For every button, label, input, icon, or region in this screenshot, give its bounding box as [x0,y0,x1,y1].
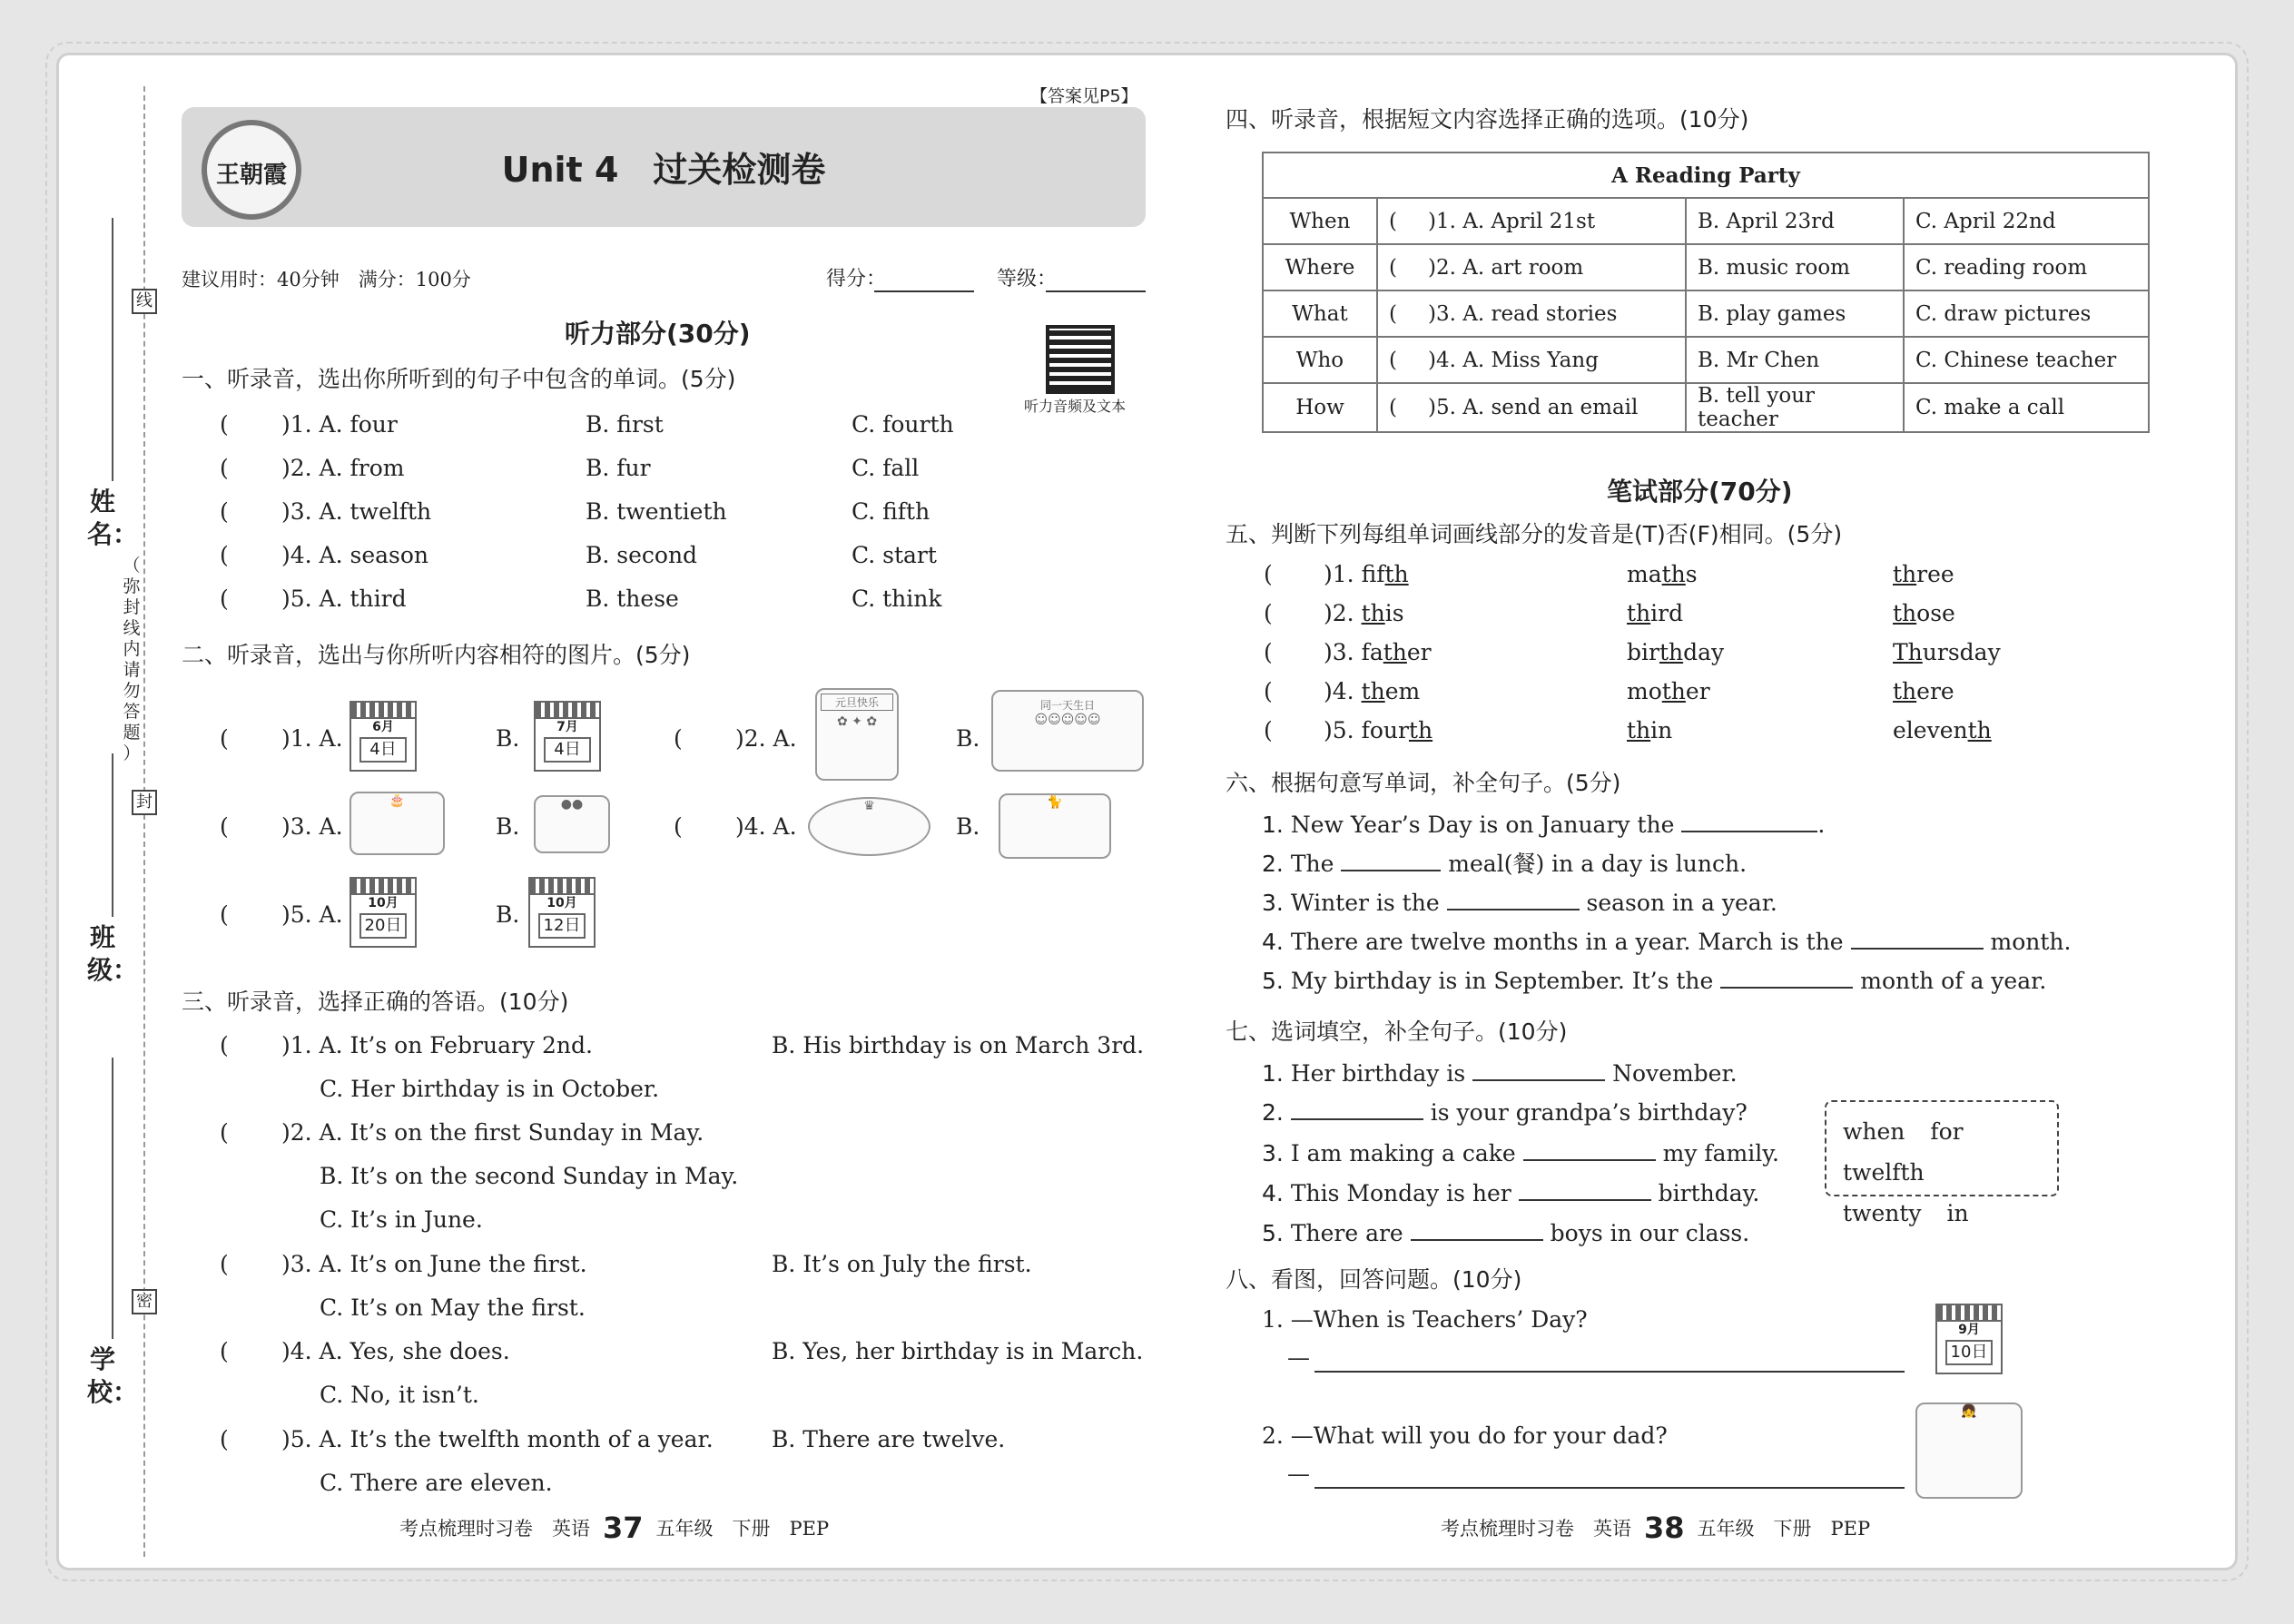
word-bank [1825,1100,2059,1226]
footer-series: 考点梳理时习卷 英语 [1441,1518,1631,1540]
name-label: 姓名： [87,487,139,549]
section-4-heading: 四、听录音，根据短文内容选择正确的选项。(10分) [1226,106,1749,133]
answer-dash: — [1287,1461,1310,1487]
q1-option-a: )1. A. It’s on February 2nd. [281,1032,593,1058]
row-option-a[interactable]: ( )3. A. read stories [1377,290,1686,337]
word-option: for [1930,1118,1964,1145]
sentence-4: 4. There are twelve months in a year. March is the month. [1262,926,2071,957]
animals-picture: 🐈 [999,793,1111,859]
option-c: C. fall [852,455,920,481]
row-option-c: C. draw pictures [1904,290,2149,337]
section-5-heading: 五、判断下列每组单词画线部分的发音是(T)否(F)相同。(5分) [1226,521,1843,547]
option-b: B. twentieth [586,498,727,525]
title-banner [182,107,1146,227]
grade-field[interactable] [1046,290,1146,292]
answer-paren[interactable]: ( [220,455,229,481]
section-1-heading: 一、听录音，选出你所听到的句子中包含的单词。(5分) [182,366,736,392]
sentence-4: 4. This Monday is her birthday. [1262,1177,1759,1208]
row-key: How [1263,383,1377,432]
blank-input[interactable] [1291,1097,1423,1120]
q1-option-b: B. His birthday is on March 3rd. [772,1032,1145,1058]
word-1: )4. them [1324,678,1421,704]
blank-input[interactable] [1341,848,1441,871]
blank-input[interactable] [1851,926,1984,950]
table-row [1263,383,2149,432]
answer-paren[interactable]: ( [674,725,683,752]
row-option-b: B. tell your teacher [1686,383,1904,432]
answer-paren[interactable]: ( [220,498,229,525]
item-3-b: B. [496,813,520,840]
option-a: )1. A. four [281,411,398,438]
q1-option-c: C. Her birthday is in October. [320,1076,660,1102]
reading-party-table [1262,152,2150,433]
blank-input[interactable] [1411,1217,1543,1241]
option-a: )5. A. third [281,586,407,612]
blank-input[interactable] [1720,965,1853,989]
q3-option-c: C. It’s on May the first. [320,1294,586,1321]
new-year-banner: 元旦快乐 [821,694,893,711]
answer-paren[interactable]: ( [220,542,229,568]
seal-note: （ 弥 封 线 内 请 勿 答 题 ） [123,556,141,763]
word-option: when [1843,1118,1905,1145]
word-2: birthday [1627,639,1725,665]
qr-code[interactable] [1046,325,1115,394]
row-option-a[interactable]: ( )5. A. send an email [1377,383,1686,432]
sentence-1: 1. New Year’s Day is on January the . [1262,809,1825,840]
section-7-heading: 七、选词填空，补全句子。(10分) [1226,1019,1568,1045]
page-number: 37 [603,1511,644,1545]
answer-dash: — [1287,1344,1310,1371]
word-3: there [1893,678,1954,704]
blank-input[interactable] [1519,1177,1651,1201]
table-row [1263,337,2149,383]
option-c: C. fifth [852,498,930,525]
section-3-heading: 三、听录音，选择正确的答语。(10分) [182,989,569,1015]
answer-paren[interactable]: ( [220,1251,229,1277]
answer-paren[interactable]: ( [1389,255,1397,280]
grade-label: 等级： [997,268,1058,290]
class-photo-picture: 同一天生日 ☺☺☺☺☺ [991,690,1144,772]
word-option: twelfth [1843,1159,1925,1186]
table-title: A Reading Party [1263,153,2149,198]
sentence-5: 5. My birthday is in September. It’s the month of a year. [1262,965,2046,996]
table-row [1263,290,2149,337]
cookies-picture: ●● [534,795,610,853]
answer-paren[interactable]: ( [220,586,229,612]
answer-line-1[interactable] [1314,1371,1905,1373]
item-5-b: B. [496,901,520,928]
word-1: )2. this [1324,600,1404,626]
q4-option-a: )4. A. Yes, she does. [281,1338,510,1364]
row-key: Who [1263,337,1377,383]
answer-paren[interactable]: ( [1389,209,1397,233]
row-option-b: B. play games [1686,290,1904,337]
q2-option-a: )2. A. It’s on the first Sunday in May. [281,1119,704,1146]
q3-option-a: )3. A. It’s on June the first. [281,1251,587,1277]
q4-option-c: C. No, it isn’t. [320,1382,479,1408]
page-title: Unit 4 过关检测卷 [501,150,826,190]
answer-paren[interactable]: ( [220,1119,229,1146]
answer-paren[interactable]: ( [1264,717,1273,743]
answer-paren[interactable]: ( [220,1338,229,1364]
footer-series: 考点梳理时习卷 英语 [399,1518,590,1540]
word-2: third [1627,600,1684,626]
row-key: When [1263,198,1377,244]
option-c: C. fourth [852,411,954,438]
word-2: maths [1627,561,1698,587]
item-4-a: )4. A. [735,813,797,840]
footer-left [399,1511,830,1545]
item-2-a: )2. A. [735,725,797,752]
answer-paren[interactable]: ( [1264,639,1273,665]
sentence-1: 1. Her birthday is November. [1262,1058,1738,1088]
calendar-icon: 6月 4日 [350,701,417,772]
row-option-a[interactable]: ( )1. A. April 21st [1377,198,1686,244]
table-row [1263,198,2149,244]
seal-feng: 封 [132,790,157,815]
item-1-b: B. [496,725,520,752]
sentence-3: 3. I am making a cake my family. [1262,1137,1779,1168]
word-3: eleventh [1893,717,1992,743]
option-a: )2. A. from [281,455,405,481]
answer-paren[interactable]: ( [220,725,229,752]
footer-grade: 五年级 下册 PEP [1697,1518,1871,1540]
answer-paren[interactable]: ( [220,901,229,928]
brand-logo [202,120,301,220]
word-option: twenty [1843,1200,1922,1226]
row-option-b: B. April 23rd [1686,198,1904,244]
answer-paren[interactable]: ( [220,1032,229,1058]
word-1: )1. fifth [1324,561,1409,587]
blank-input[interactable] [1447,887,1580,910]
class-label: 班级： [87,922,139,985]
blank-input[interactable] [1472,1058,1605,1081]
blank-input[interactable] [1681,809,1817,832]
item-1-a: )1. A. [281,725,343,752]
row-option-c: C. make a call [1904,383,2149,432]
sentence-3: 3. Winter is the season in a year. [1262,887,1777,918]
word-option: in [1946,1200,1969,1226]
row-option-b: B. Mr Chen [1686,337,1904,383]
answer-paren[interactable]: ( [220,813,229,840]
word-1: )3. father [1324,639,1432,665]
word-3: three [1893,561,1954,587]
page-number: 38 [1644,1511,1685,1545]
option-b: B. second [586,542,698,568]
option-a: )4. A. season [281,542,429,568]
name-field[interactable] [112,218,113,481]
class-field[interactable] [112,753,113,917]
time-info: 建议用时：40分钟 满分：100分 [182,269,471,290]
word-2: mother [1627,678,1710,704]
q3-option-b: B. It’s on July the first. [772,1251,1032,1277]
answer-paren[interactable]: ( [1389,348,1397,372]
calendar-icon: 10月 20日 [350,877,417,948]
question-2: 2. —What will you do for your dad? [1262,1422,1668,1449]
word-2: thin [1627,717,1673,743]
row-key: Where [1263,244,1377,290]
calendar-icon: 10月 12日 [528,877,596,948]
girl-drawing-picture: 👧 [1915,1403,2023,1499]
score-label: 得分： [826,268,887,290]
word-3: those [1893,600,1955,626]
q5-option-c: C. There are eleven. [320,1470,553,1496]
q2-option-b: B. It’s on the second Sunday in May. [320,1163,739,1189]
row-option-a[interactable]: ( )2. A. art room [1377,244,1686,290]
calendar-icon: 7月 4日 [534,701,601,772]
option-a: )3. A. twelfth [281,498,432,525]
q5-option-a: )5. A. It’s the twelfth month of a year. [281,1426,714,1452]
listening-title: 听力部分(30分) [565,319,751,349]
question-1: 1. —When is Teachers’ Day? [1262,1306,1588,1333]
class-photo-banner: 同一天生日 [1039,699,1095,712]
q5-option-b: B. There are twelve. [772,1426,1006,1452]
seal-xian: 线 [132,289,157,314]
row-option-b: B. music room [1686,244,1904,290]
item-5-a: )5. A. [281,901,343,928]
item-2-b: B. [956,725,980,752]
sentence-5: 5. There are boys in our class. [1262,1217,1749,1248]
option-b: B. first [586,411,664,438]
word-1: )5. fourth [1324,717,1433,743]
row-option-c: C. Chinese teacher [1904,337,2149,383]
logo-text: 王朝霞 [215,162,287,189]
birthday-cake-picture: 🎂 [350,792,445,855]
q4-option-b: B. Yes, her birthday is in March. [772,1338,1144,1364]
calendar-icon: 9月 10日 [1935,1304,2003,1374]
score-field[interactable] [874,290,974,292]
row-option-c: C. April 22nd [1904,198,2149,244]
row-key: What [1263,290,1377,337]
answer-paren[interactable]: ( [1264,600,1273,626]
answer-paren[interactable]: ( [1264,561,1273,587]
row-option-a[interactable]: ( )4. A. Miss Yang [1377,337,1686,383]
option-b: B. fur [586,455,651,481]
footer-grade: 五年级 下册 PEP [655,1518,830,1540]
answer-paren[interactable]: ( [1264,678,1273,704]
qr-caption: 听力音频及文本 [1024,398,1127,415]
sentence-2: 2. The meal(餐) in a day is lunch. [1262,848,1747,879]
written-title: 笔试部分(70分) [1607,477,1793,507]
item-4-b: B. [956,813,980,840]
option-c: C. think [852,586,942,612]
seal-mi: 密 [132,1289,157,1314]
answer-paren[interactable]: ( [1389,396,1397,419]
table-row [1263,244,2149,290]
word-3: Thursday [1893,639,2001,665]
school-label: 学校： [87,1344,139,1407]
answer-reference: 【答案见P5】 [1030,86,1138,106]
option-c: C. start [852,542,937,568]
answer-paren[interactable]: ( [674,813,683,840]
section-6-heading: 六、根据句意写单词，补全句子。(5分) [1226,770,1621,796]
row-option-c: C. reading room [1904,244,2149,290]
answer-paren[interactable]: ( [220,411,229,438]
decorated-cake-picture: ♛ [808,797,930,856]
answer-paren[interactable]: ( [1389,301,1397,326]
q2-option-c: C. It’s in June. [320,1206,483,1233]
footer-right [1441,1511,1871,1545]
answer-line-2[interactable] [1314,1487,1905,1489]
answer-paren[interactable]: ( [220,1426,229,1452]
sentence-2: 2. is your grandpa’s birthday? [1262,1097,1748,1127]
new-year-picture: 元旦快乐 ✿ ✦ ✿ [815,688,899,781]
item-3-a: )3. A. [281,813,343,840]
blank-input[interactable] [1523,1137,1656,1161]
section-2-heading: 二、听录音，选出与你所听内容相符的图片。(5分) [182,642,691,668]
section-8-heading: 八、看图，回答问题。(10分) [1226,1266,1522,1293]
option-b: B. these [586,586,679,612]
school-field[interactable] [112,1058,113,1339]
